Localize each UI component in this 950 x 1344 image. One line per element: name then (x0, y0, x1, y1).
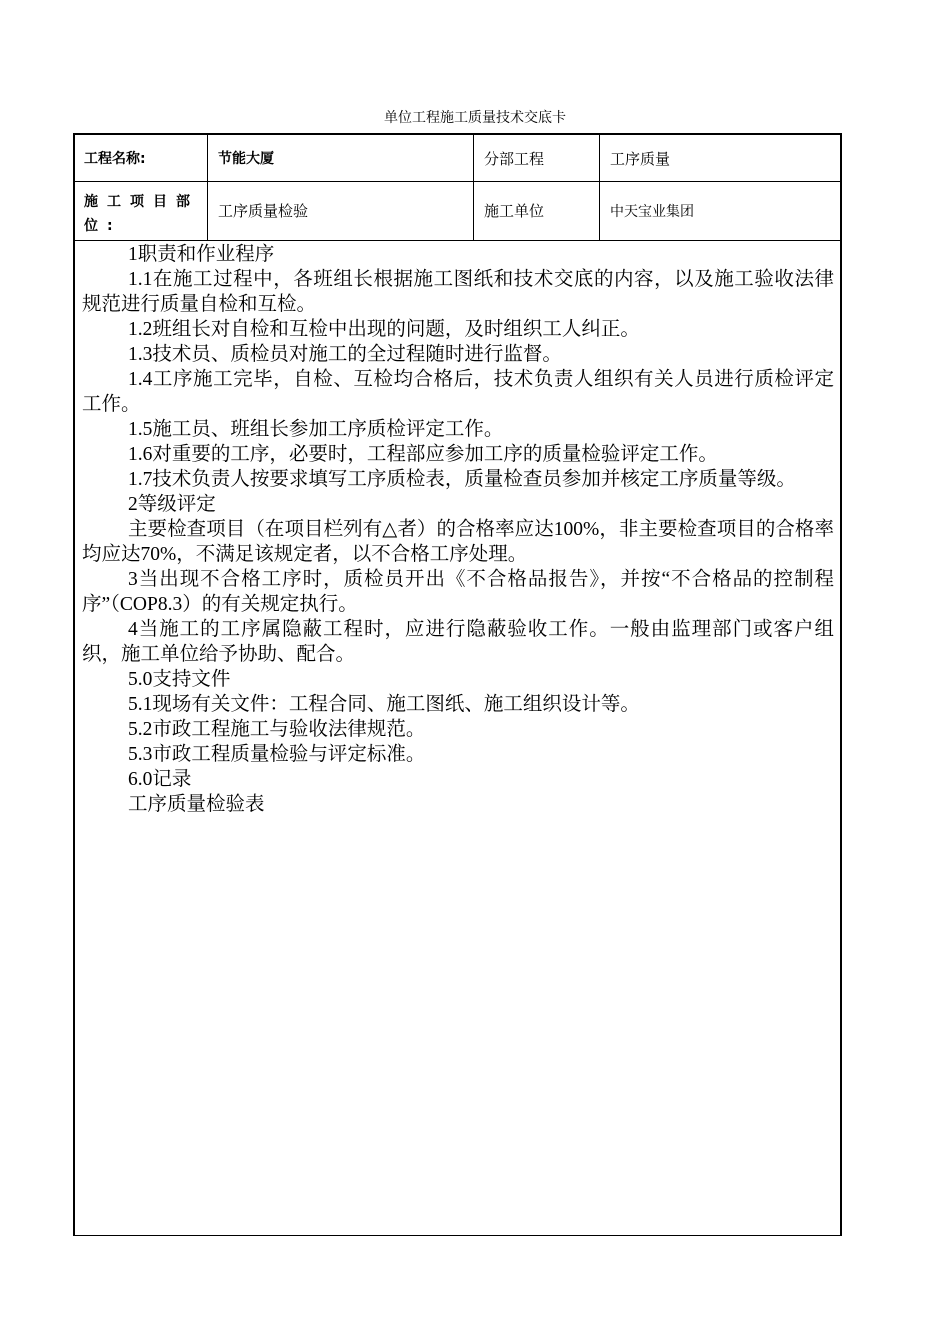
paragraph: 1.3技术员、质检员对施工的全过程随时进行监督。 (128, 344, 562, 365)
construction-unit-value: 中天宝业集团 (610, 203, 694, 220)
construction-unit-value-cell (600, 181, 840, 240)
paragraph: 5.0支持文件 (128, 669, 231, 690)
construction-part-label: 施工项目部位: (84, 193, 199, 234)
paragraph: 1.1在施工过程中，各班组长根据施工图纸和技术交底的内容，以及施工验收法律规范进行质量自检和互检。 (82, 269, 834, 315)
briefing-body (82, 242, 834, 817)
construction-unit-label: 施工单位 (474, 181, 600, 240)
header-row-1 (75, 135, 840, 182)
paragraph: 6.0记录 (128, 769, 192, 790)
construction-part-value: 工序质量检验 (208, 181, 474, 240)
paragraph: 3当出现不合格工序时，质检员开出《不合格品报告》，并按“不合格品的控制程序”（COP8.3）的有关规定执行。 (82, 569, 834, 615)
paragraph: 1职责和作业程序 (128, 244, 275, 265)
paragraph: 1.4工序施工完毕，自检、互检均合格后，技术负责人组织有关人员进行质检评定工作。 (82, 369, 834, 415)
construction-part-label-cell (75, 181, 208, 240)
paragraph: 4当施工的工序属隐蔽工程时，应进行隐蔽验收工作。一般由监理部门或客户组织，施工单位给予协助、配合。 (82, 619, 834, 665)
sub-project-value: 工序质量 (610, 149, 671, 168)
header-row-2 (75, 181, 840, 241)
paragraph: 2等级评定 (128, 494, 216, 515)
project-name-label: 工程名称: (75, 135, 208, 181)
paragraph: 5.3市政工程质量检验与评定标准。 (128, 744, 426, 765)
technical-briefing-card (73, 133, 842, 1236)
paragraph: 1.2班组长对自检和互检中出现的问题，及时组织工人纠正。 (128, 319, 640, 340)
paragraph: 1.7技术负责人按要求填写工序质检表，质量检查员参加并核定工序质量等级。 (128, 469, 796, 490)
document-title: 单位工程施工质量技术交底卡 (384, 110, 566, 126)
paragraph: 主要检查项目（在项目栏列有△者）的合格率应达100%，非主要检查项目的合格率均应达70%，不满足该规定者，以不合格工序处理。 (82, 519, 834, 565)
paragraph: 5.1现场有关文件：工程合同、施工图纸、施工组织设计等。 (128, 694, 640, 715)
paragraph: 1.5施工员、班组长参加工序质检评定工作。 (128, 419, 504, 440)
paragraph: 工序质量检验表 (128, 794, 265, 815)
paragraph: 1.6对重要的工序，必要时，工程部应参加工序的质量检验评定工作。 (128, 444, 718, 465)
project-name-value: 节能大厦 (208, 135, 474, 181)
sub-project-label: 分部工程 (474, 135, 600, 181)
paragraph: 5.2市政工程施工与验收法律规范。 (128, 719, 426, 740)
